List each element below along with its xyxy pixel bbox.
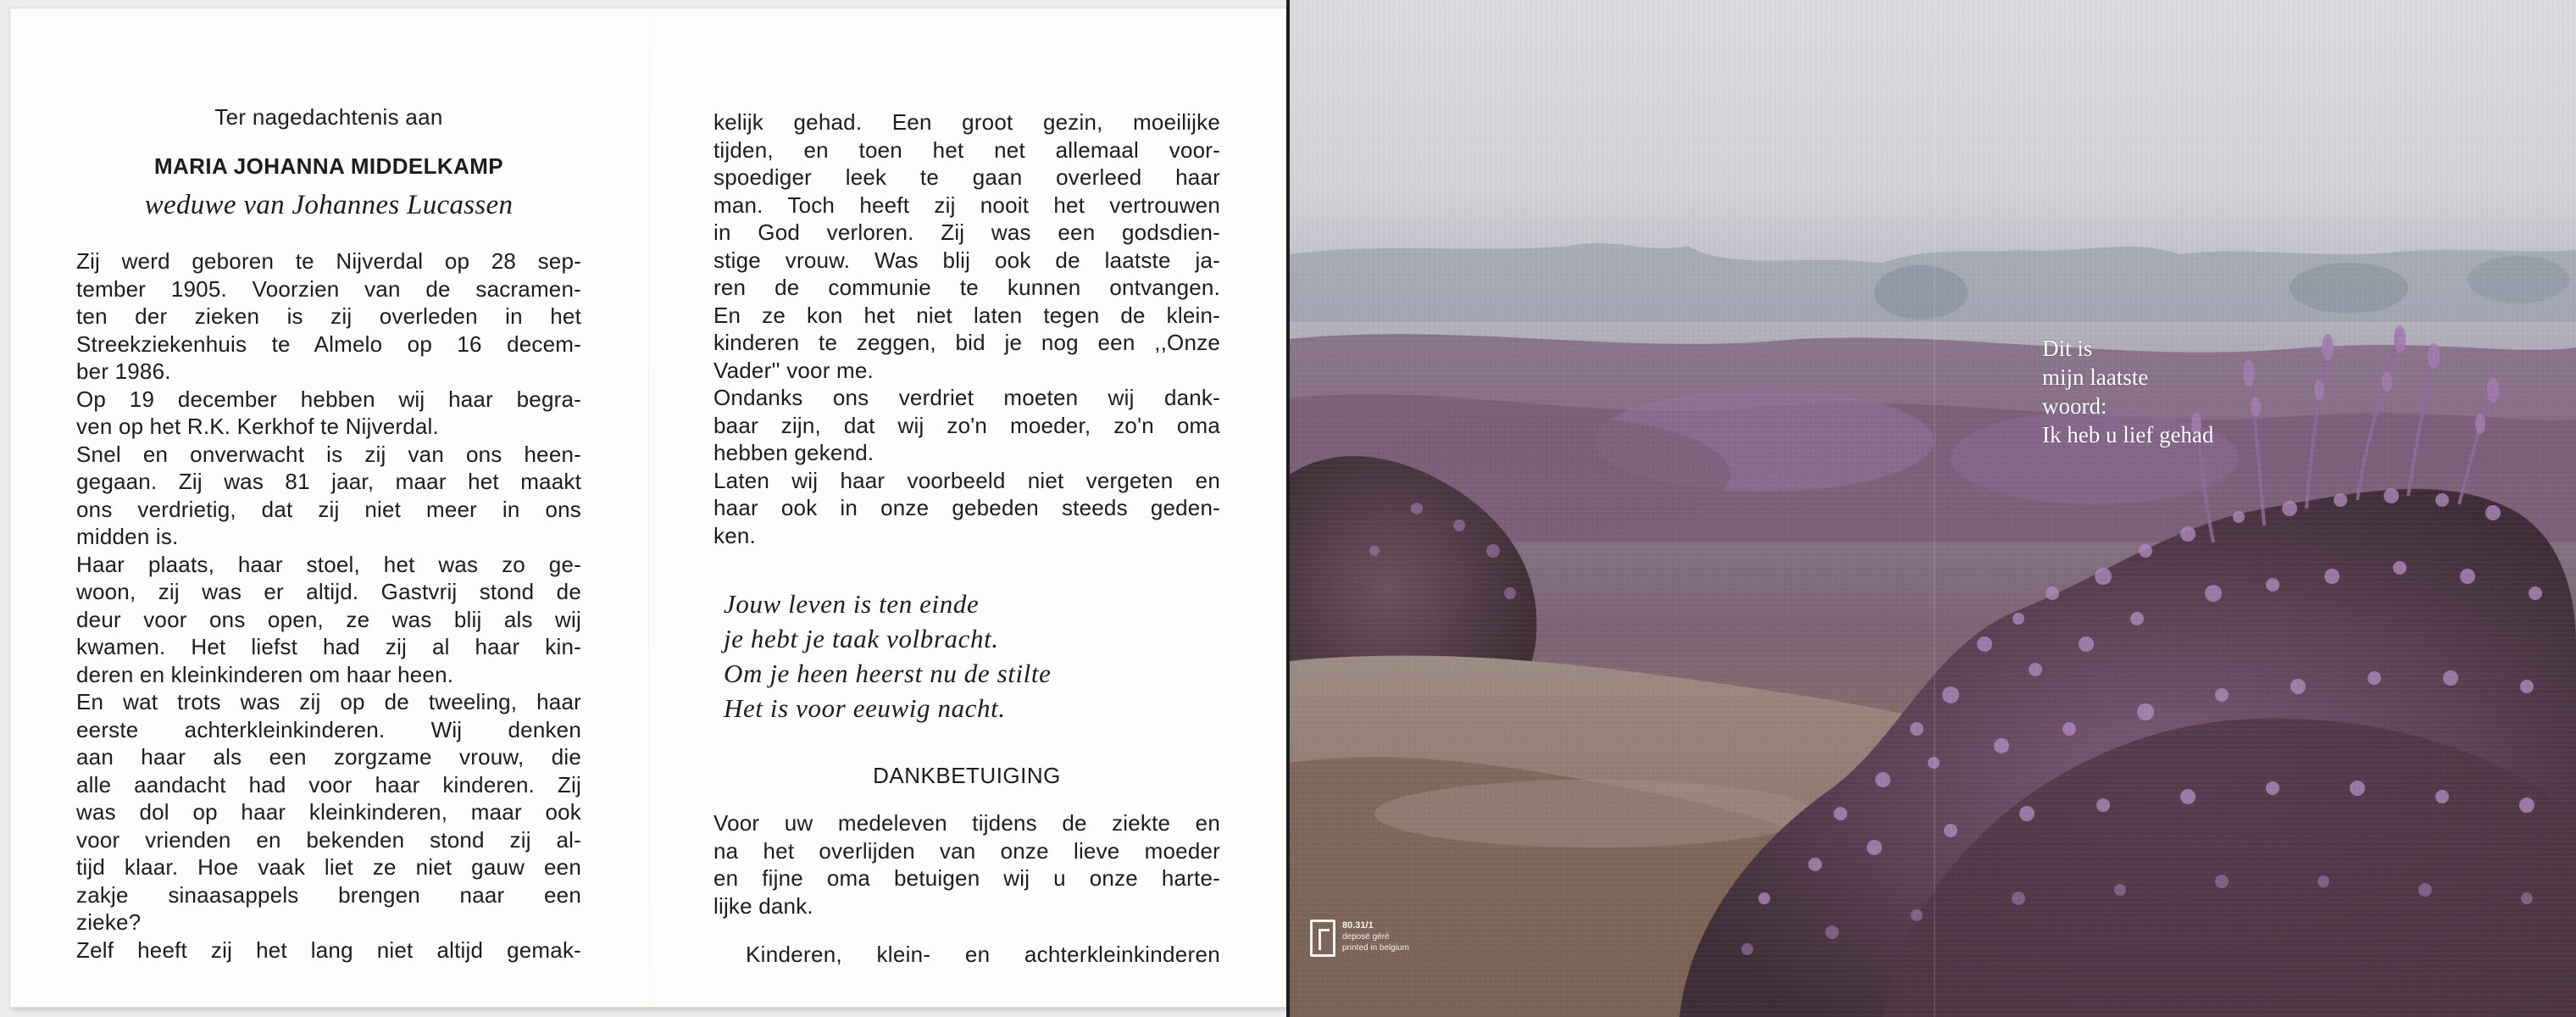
text-line: baar zijn, dat wij zo'n moeder, zo'n oma xyxy=(713,412,1220,438)
card-inner-pages xyxy=(10,8,1286,1007)
text-line: hebben gekend. xyxy=(713,440,874,465)
text-line: haar ook in onze gebeden steeds geden- xyxy=(713,495,1220,520)
imprint-line: 80.31/1 xyxy=(1342,920,1374,931)
text-line: gegaan. Zij was 81 jaar, maar het maakt xyxy=(76,469,581,494)
imprint-line: deposé géré xyxy=(1342,932,1390,942)
family-signature: Kinderen, klein- en achterkleinkinderen xyxy=(746,942,1220,967)
quote-line: mijn laatste xyxy=(2042,364,2149,390)
deceased-name: MARIA JOHANNA MIDDELKAMP xyxy=(153,153,504,179)
text-line: Streekziekenhuis te Almelo op 16 decem- xyxy=(76,331,581,357)
publisher-logo-icon xyxy=(1310,920,1335,957)
text-line: deren en kleinkinderen om haar heen. xyxy=(76,661,454,687)
text-line: kinderen te zeggen, bid je nog een ,,Onze xyxy=(713,330,1220,355)
text-line: was dol op haar kleinkinderen, maar ook xyxy=(76,799,581,825)
text-line: Zij werd geboren te Nijverdal op 28 sep- xyxy=(76,248,581,274)
poem-line: Jouw leven is ten einde xyxy=(724,589,980,619)
text-line: ven op het R.K. Kerkhof te Nijverdal. xyxy=(76,414,439,439)
imprint-line: printed in belgium xyxy=(1342,943,1409,953)
text-line: stige vrouw. Was blij ook de laatste ja- xyxy=(713,247,1220,273)
heather-landscape-image xyxy=(1290,0,2576,1017)
memorial-poem xyxy=(724,586,1051,725)
text-line: tember 1905. Voorzien van de sacramen- xyxy=(76,275,581,302)
text-line: En ze kon het niet laten tegen de klein- xyxy=(713,302,1220,328)
text-line: alle aandacht had voor haar kinderen. Zij xyxy=(76,771,581,797)
text-line: ren de communie te kunnen ontvangen. xyxy=(713,275,1220,300)
biography-continued-text xyxy=(713,108,1220,549)
quote-line: Ik heb u lief gehad xyxy=(2042,422,2214,447)
text-line: lijke dank. xyxy=(713,892,813,919)
text-line: Laten wij haar voorbeeld niet vergeten en xyxy=(713,467,1220,493)
text-line: kelijk gehad. Een groot gezin, moeilijke xyxy=(713,109,1220,135)
heather-photo-card xyxy=(1290,0,2576,1017)
text-line: voor vrienden en bekenden stond zij al- xyxy=(76,826,581,853)
text-line: Vader'' voor me. xyxy=(713,357,874,383)
text-line: kwamen. Het liefst had zij al haar kin- xyxy=(76,634,581,659)
text-line: tijden, en toen het net allemaal voor- xyxy=(713,136,1220,163)
poem-line: je hebt je taak volbracht. xyxy=(724,624,999,653)
left-page xyxy=(76,8,581,1007)
text-line: en fijne oma betuigen wij u onze harte- xyxy=(713,865,1220,891)
card-fold-line xyxy=(648,8,649,1007)
text-line: in God verloren. Zij was een godsdien- xyxy=(713,220,1220,245)
text-line: midden is. xyxy=(76,524,179,549)
text-line: deur voor ons open, ze was blij als wij xyxy=(76,606,581,632)
text-line: spoediger leek te gaan overleed haar xyxy=(713,164,1220,190)
text-line: ber 1986. xyxy=(76,358,171,384)
right-page xyxy=(713,8,1220,1007)
printer-imprint xyxy=(1342,920,1409,953)
text-line: Voor uw medeleven tijdens de ziekte en xyxy=(713,810,1220,836)
text-line: eerste achterkleinkinderen. Wij denken xyxy=(76,716,581,742)
thanks-text xyxy=(713,809,1220,920)
photo-card-fold xyxy=(1934,0,1935,1017)
text-line: ons verdrietig, dat zij niet meer in ons xyxy=(76,496,581,522)
poem-line: Om je heen heerst nu de stilte xyxy=(724,659,1052,688)
text-line: ken. xyxy=(713,522,756,548)
text-line: Ondanks ons verdriet moeten wij dank- xyxy=(713,385,1220,410)
quote-line: Dit is xyxy=(2042,336,2093,361)
text-line: Op 19 december hebben wij haar begra- xyxy=(76,386,581,412)
text-line: zakje sinaasappels brengen naar een xyxy=(76,881,581,908)
text-line: En wat trots was zij op de tweeling, haar xyxy=(76,689,581,714)
photo-quote xyxy=(2042,334,2213,449)
text-line: na het overlijden van onze lieve moeder xyxy=(713,837,1220,864)
text-line: woon, zij was er altijd. Gastvrij stond de xyxy=(76,579,581,604)
biography-text xyxy=(76,247,581,964)
text-line: ten der zieken is zij overleden in het xyxy=(76,303,581,329)
quote-line: woord: xyxy=(2042,393,2107,419)
text-line: man. Toch heeft zij nooit het vertrouwen xyxy=(713,192,1220,218)
text-line: tijd klaar. Hoe vaak liet ze niet gauw een xyxy=(76,854,581,880)
text-line: Zelf heeft zij het lang niet altijd gemak- xyxy=(76,936,581,963)
in-memory-of-text: Ter nagedachtenis aan xyxy=(214,104,443,130)
text-line: zieke? xyxy=(76,909,142,935)
text-line: aan haar als een zorgzame vrouw, die xyxy=(76,744,581,770)
thanks-heading: DANKBETUIGING xyxy=(873,763,1061,788)
widow-subtitle: weduwe van Johannes Lucassen xyxy=(144,190,514,220)
text-line: Snel en onverwacht is zij van ons heen- xyxy=(76,441,581,467)
text-line: Haar plaats, haar stoel, het was zo ge- xyxy=(76,551,581,577)
poem-line: Het is voor eeuwig nacht. xyxy=(724,693,1006,723)
